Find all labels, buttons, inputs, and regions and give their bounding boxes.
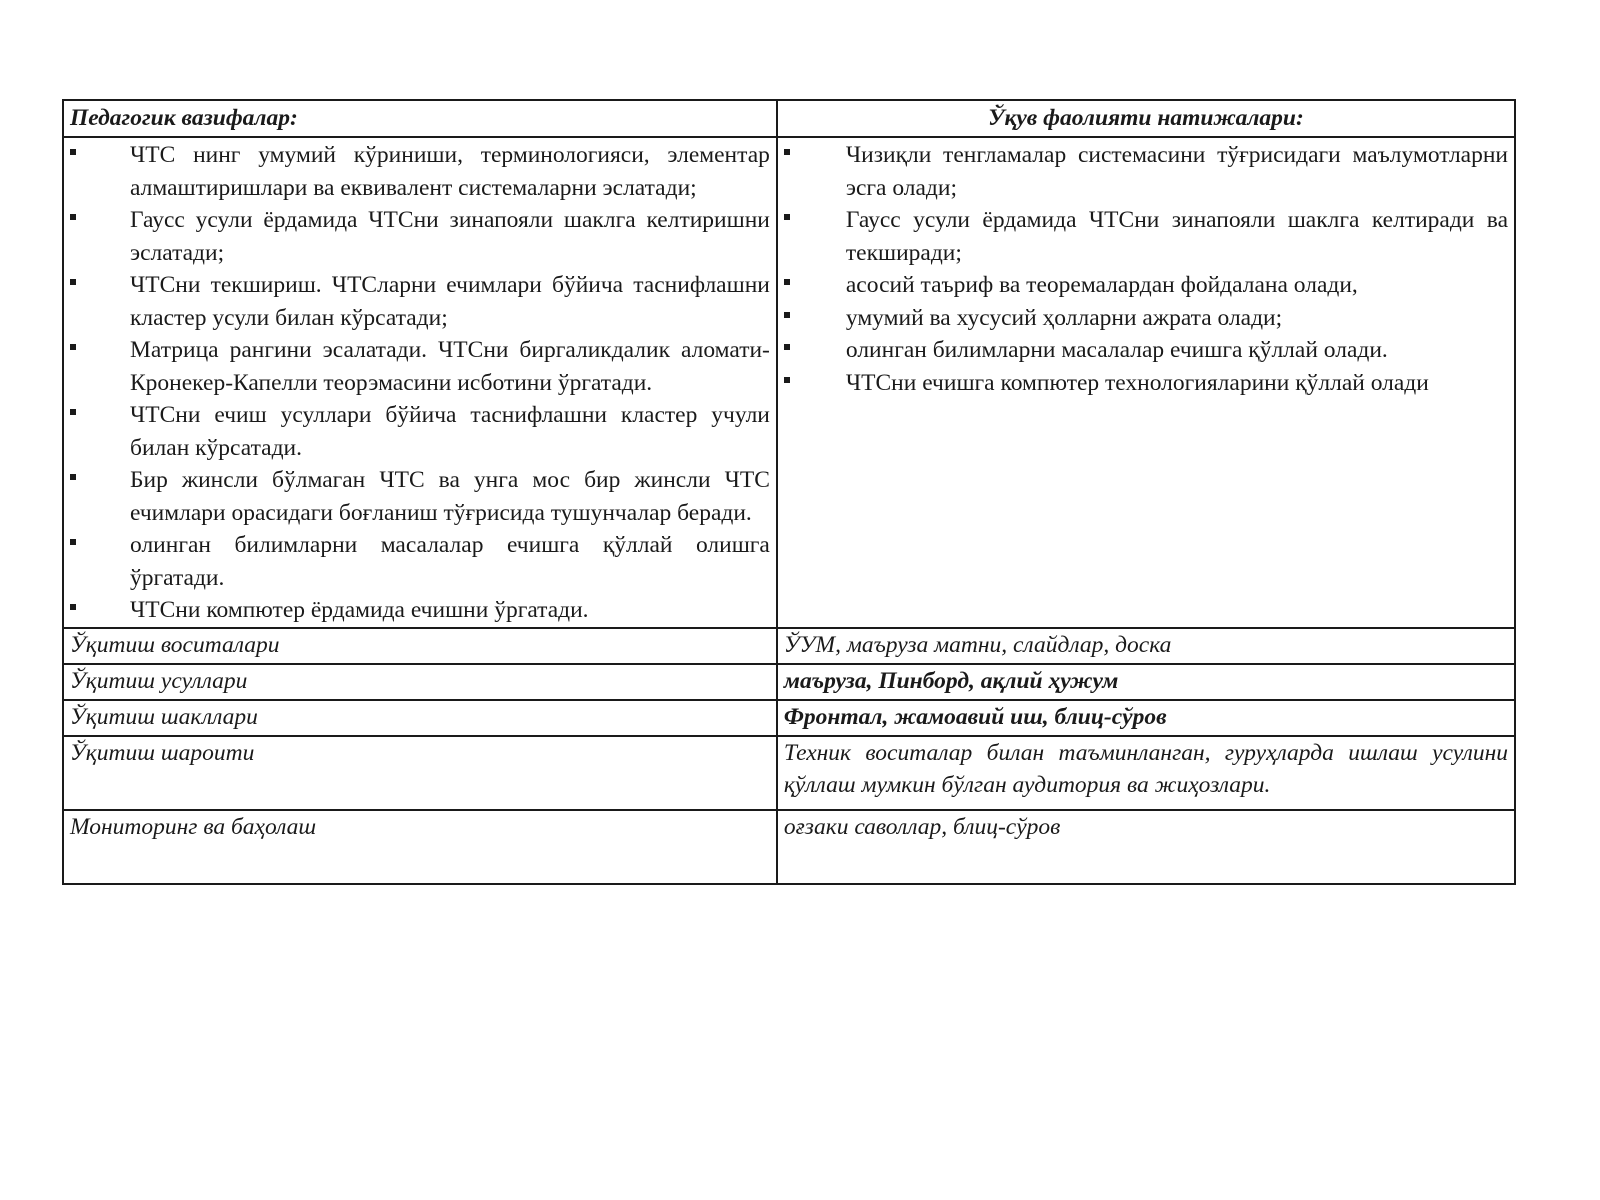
list-item: Матрица рангини эсалатади. ЧТСни биргаликдалик аломати- Кронекер-Капелли теорэмасини исботини ўргатади.: [70, 334, 770, 399]
header-row: [63, 100, 1515, 137]
learning-outcomes-cell: [777, 137, 1515, 628]
teaching-tools-label: Ўқитиш воситалари: [63, 628, 777, 664]
lesson-plan-table: [62, 99, 1516, 885]
list-item: ЧТСни компютер ёрдамида ечишни ўргатади.: [70, 594, 770, 627]
list-item: Чизиқли тенгламалар системасини тўғрисидаги маълумотларни эсга олади;: [784, 139, 1508, 204]
pedagogical-tasks-heading: Педагогик вазифалар:: [63, 100, 777, 137]
list-item: Гаусс усули ёрдамида ЧТСни зинапояли шаклга келтиришни эслатади;: [70, 204, 770, 269]
teaching-tools-row: [63, 628, 1515, 664]
teaching-methods-row: [63, 664, 1515, 700]
list-item: умумий ва хусусий ҳолларни ажрата олади;: [784, 302, 1508, 335]
learning-outcomes-heading: Ўқув фаолияти натижалари:: [777, 100, 1515, 137]
list-item: ЧТС нинг умумий кўриниши, терминологияси, элементар алмаштиришлари ва еквивалент системаларни эслатади;: [70, 139, 770, 204]
list-item: ЧТСни текшириш. ЧТСларни ечимлари бўйича таснифлашни кластер усули билан кўрсатади;: [70, 269, 770, 334]
teaching-conditions-label: Ўқитиш шароити: [63, 736, 777, 810]
teaching-forms-row: [63, 700, 1515, 736]
teaching-methods-value: маъруза, Пинборд, ақлий ҳужум: [777, 664, 1515, 700]
monitoring-value: оғзаки саволлар, блиц-сўров: [777, 810, 1515, 884]
teaching-tools-value: ЎУМ, маъруза матни, слайдлар, доска: [777, 628, 1515, 664]
list-item: олинган билимларни масалалар ечишга қўллай олишга ўргатади.: [70, 529, 770, 594]
teaching-forms-value: Фронтал, жамоавий иш, блиц-сўров: [777, 700, 1515, 736]
list-item: Бир жинсли бўлмаган ЧТС ва унга мос бир жинсли ЧТС ечимлари орасидаги боғланиш тўғрисида тушунчалар беради.: [70, 464, 770, 529]
pedagogical-tasks-cell: [63, 137, 777, 628]
teaching-methods-label: Ўқитиш усуллари: [63, 664, 777, 700]
monitoring-label: Мониторинг ва баҳолаш: [63, 810, 777, 884]
tasks-outcomes-row: [63, 137, 1515, 628]
list-item: ЧТСни ечишга компютер технологияларини қўллай олади: [784, 367, 1508, 400]
teaching-forms-label: Ўқитиш шакллари: [63, 700, 777, 736]
list-item: Гаусс усули ёрдамида ЧТСни зинапояли шаклга келтиради ва текширади;: [784, 204, 1508, 269]
teaching-conditions-value: Техник воситалар билан таъминланган, гуруҳларда ишлаш усулини қўллаш мумкин бўлган аудитория ва жиҳозлари.: [777, 736, 1515, 810]
learning-outcomes-list: [784, 138, 1508, 399]
list-item: асосий таъриф ва теоремалардан фойдалана олади,: [784, 269, 1508, 302]
list-item: олинган билимларни масалалар ечишга қўллай олади.: [784, 334, 1508, 367]
list-item: ЧТСни ечиш усуллари бўйича таснифлашни кластер учули билан кўрсатади.: [70, 399, 770, 464]
pedagogical-tasks-list: [70, 138, 770, 627]
teaching-conditions-row: [63, 736, 1515, 810]
monitoring-row: [63, 810, 1515, 884]
